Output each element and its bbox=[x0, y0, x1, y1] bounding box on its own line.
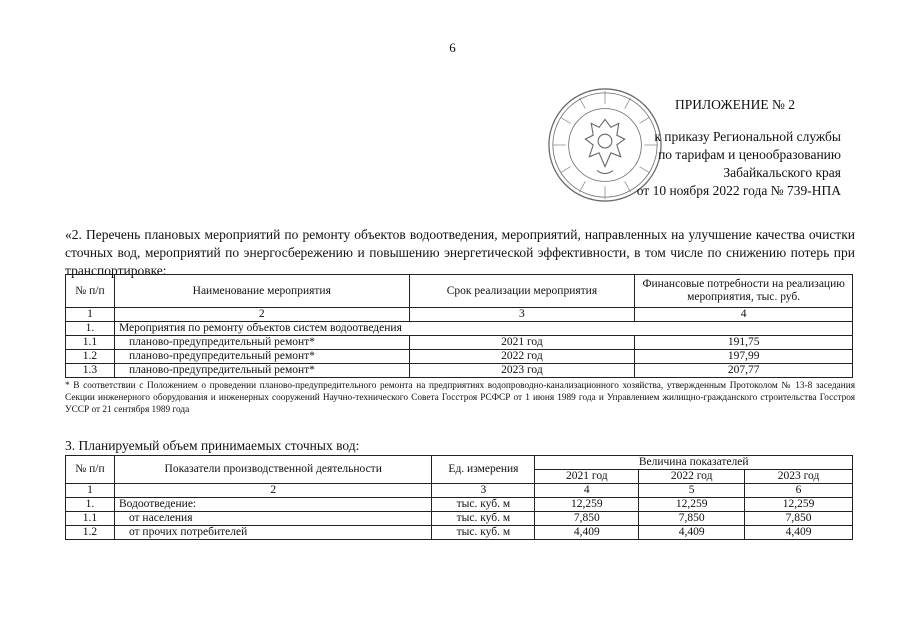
row-value-2022: 12,259 bbox=[639, 498, 745, 512]
table-index-row bbox=[66, 484, 853, 498]
row-value-2021: 4,409 bbox=[535, 526, 639, 540]
appendix-header bbox=[637, 96, 841, 200]
index-cell: 4 bbox=[635, 308, 853, 322]
index-cell: 3 bbox=[432, 484, 535, 498]
section-3-title: 3. Планируемый объем принимаемых сточных вод: bbox=[65, 438, 360, 453]
group-name: Мероприятия по ремонту объектов систем водоотведения bbox=[114, 322, 852, 336]
row-value: 197,99 bbox=[635, 350, 853, 364]
appendix-line-3: Забайкальского края bbox=[723, 165, 841, 180]
row-value-2023: 4,409 bbox=[745, 526, 853, 540]
table-row bbox=[66, 350, 853, 364]
appendix-line-1: к приказу Региональной службы bbox=[654, 129, 841, 144]
table-row bbox=[66, 336, 853, 350]
row-name: планово-предупредительный ремонт* bbox=[114, 364, 409, 378]
row-num: 1.2 bbox=[66, 350, 115, 364]
header-num: № п/п bbox=[66, 275, 115, 308]
header-year-2021: 2021 год bbox=[535, 470, 639, 484]
row-name: от прочих потребителей bbox=[114, 526, 432, 540]
index-cell: 4 bbox=[535, 484, 639, 498]
header-unit: Ед. измерения bbox=[432, 456, 535, 484]
section-2-intro: «2. Перечень плановых мероприятий по ремонту объектов водоотведения, мероприятий, направленных на улучшение качества очистки сточных вод, мероприятий по энергосбережению и повышению энергетической эффективности, в том числе по снижению потерь при транспортировке: bbox=[65, 227, 855, 278]
row-term: 2021 год bbox=[409, 336, 635, 350]
row-num: 1.1 bbox=[66, 512, 115, 526]
appendix-line-2: по тарифам и ценообразованию bbox=[658, 147, 841, 162]
table-row bbox=[66, 364, 853, 378]
group-num: 1. bbox=[66, 322, 115, 336]
row-num: 1.2 bbox=[66, 526, 115, 540]
footnote: * В соответствии с Положением о проведении планово-предупредительного ремонта на предприятиях водопроводно-канализационного хозяйства, утвержденным Протоколом № 13-8 заседания Секции инженерного оборудования и инженерных сооружений Научно-технического Совета Госстроя РСФСР от 1 июня 1989 года и Управлением жилищно-гражданского строительства Госстроя УССР от 21 сентября 1989 года bbox=[65, 381, 855, 415]
index-cell: 2 bbox=[114, 308, 409, 322]
row-name: от населения bbox=[114, 512, 432, 526]
appendix-title: ПРИЛОЖЕНИЕ № 2 bbox=[674, 97, 795, 112]
row-name: планово-предупредительный ремонт* bbox=[114, 350, 409, 364]
row-name: Водоотведение: bbox=[114, 498, 432, 512]
row-value-2021: 7,850 bbox=[535, 512, 639, 526]
header-indicator: Показатели производственной деятельности bbox=[114, 456, 432, 484]
wastewater-volume-table bbox=[65, 455, 853, 540]
page-number: 6 bbox=[449, 40, 456, 55]
row-value: 191,75 bbox=[635, 336, 853, 350]
table-row bbox=[66, 512, 853, 526]
index-cell: 1 bbox=[66, 484, 115, 498]
index-cell: 3 bbox=[409, 308, 635, 322]
table-header-row bbox=[66, 456, 853, 470]
index-cell: 1 bbox=[66, 308, 115, 322]
index-cell: 2 bbox=[114, 484, 432, 498]
table-row bbox=[66, 526, 853, 540]
header-year-2023: 2023 год bbox=[745, 470, 853, 484]
header-term: Срок реализации мероприятия bbox=[409, 275, 635, 308]
table-group-row bbox=[66, 322, 853, 336]
index-cell: 5 bbox=[639, 484, 745, 498]
appendix-line-4: от 10 ноября 2022 года № 739-НПА bbox=[636, 183, 841, 198]
row-num: 1.1 bbox=[66, 336, 115, 350]
header-finance: Финансовые потребности на реализацию мероприятия, тыс. руб. bbox=[635, 275, 853, 308]
row-value: 207,77 bbox=[635, 364, 853, 378]
repair-measures-table bbox=[65, 274, 853, 378]
header-name: Наименование мероприятия bbox=[114, 275, 409, 308]
table-row bbox=[66, 498, 853, 512]
row-value-2022: 4,409 bbox=[639, 526, 745, 540]
table-header-row bbox=[66, 275, 853, 308]
row-value-2021: 12,259 bbox=[535, 498, 639, 512]
row-unit: тыс. куб. м bbox=[432, 526, 535, 540]
row-unit: тыс. куб. м bbox=[432, 498, 535, 512]
row-value-2023: 7,850 bbox=[745, 512, 853, 526]
row-term: 2022 год bbox=[409, 350, 635, 364]
index-cell: 6 bbox=[745, 484, 853, 498]
row-num: 1. bbox=[66, 498, 115, 512]
header-num: № п/п bbox=[66, 456, 115, 484]
row-term: 2023 год bbox=[409, 364, 635, 378]
row-value-2022: 7,850 bbox=[639, 512, 745, 526]
row-num: 1.3 bbox=[66, 364, 115, 378]
table-index-row bbox=[66, 308, 853, 322]
row-name: планово-предупредительный ремонт* bbox=[114, 336, 409, 350]
row-value-2023: 12,259 bbox=[745, 498, 853, 512]
row-unit: тыс. куб. м bbox=[432, 512, 535, 526]
header-value-group: Величина показателей bbox=[535, 456, 853, 470]
header-year-2022: 2022 год bbox=[639, 470, 745, 484]
